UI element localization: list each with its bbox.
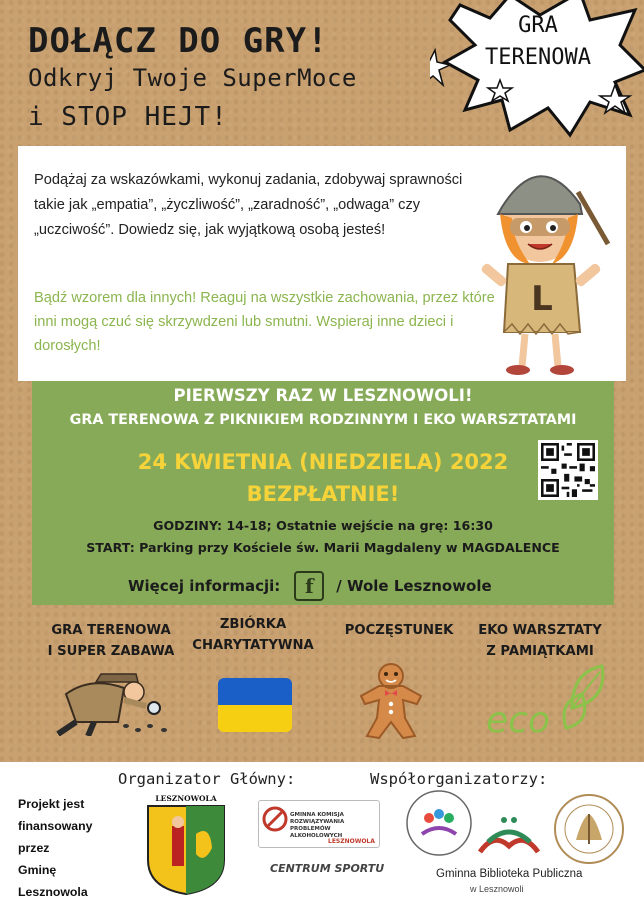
funding-line: Projekt jest	[18, 797, 85, 811]
activity-game-line2: I SUPER ZABAWA	[47, 644, 175, 659]
event-date: 24 KWIETNIA (NIEDZIELA) 2022	[137, 450, 509, 474]
crest-label: LESZNOWOLA	[155, 794, 217, 803]
activity-refreshments-line1: POCZĘSTUNEK	[344, 623, 454, 638]
activity-game-line1: GRA TERENOWA	[51, 623, 171, 638]
badge-line1: GRA	[518, 13, 558, 38]
event-headline2: GRA TERENOWA Z PIKNIKIEM RODZINNYM I EKO WARSZTATAMI	[69, 412, 577, 428]
title-line2: Odkryj Twoje SuperMoce	[28, 64, 357, 92]
event-price: BEZPŁATNIE!	[246, 482, 400, 506]
centrum-sportu-logo: CENTRUM SPORTU	[270, 862, 385, 875]
title-line1: DOŁĄCZ DO GRY!	[28, 21, 329, 61]
activity-game	[36, 620, 186, 662]
more-info-label: Więcej informacji:	[128, 577, 281, 595]
activity-eco	[464, 620, 616, 662]
eco-text: eco	[486, 700, 550, 738]
qr-code[interactable]	[538, 440, 598, 500]
event-hours: GODZINY: 14-18; Ostatnie wejście na grę: 16:30	[153, 518, 493, 533]
library-sub: w Lesznowoli	[470, 884, 524, 894]
gingerbread-icon	[355, 660, 427, 740]
funding-line: Gminę	[18, 863, 57, 877]
komisja-sub: LESZNOWOLA	[328, 838, 375, 845]
ukraine-flag-icon	[218, 678, 292, 732]
library-logo	[474, 812, 544, 864]
library-name: Gminna Biblioteka Publiczna	[436, 868, 583, 880]
badge-text	[468, 10, 608, 74]
cultural-center-logo	[552, 792, 626, 866]
activity-refreshments	[334, 620, 464, 641]
organizer-label: Organizator Główny:	[118, 770, 296, 788]
more-info	[128, 568, 492, 604]
facebook-icon[interactable]: f	[294, 571, 324, 601]
facebook-page-link[interactable]: / Wole Lesznowole	[336, 577, 492, 595]
funding-line: przez	[18, 841, 50, 855]
eco-leaf-icon	[484, 664, 614, 738]
activity-charity-line1: ZBIÓRKA	[219, 617, 287, 632]
intro-text: Podążaj za wskazówkami, wykonuj zadania, zdobywaj sprawności takie jak „empatia”, „życzliwość”, „zaradność”, „odwaga” czy „uczciwość”. Dowiedz się, jak wyjątkową osobą jesteś!	[34, 172, 463, 238]
kid-shirt-letter: L	[531, 279, 553, 319]
intro-green-text: Bądź wzorem dla innych! Reaguj na wszystkie zachowania, przez które inni mogą czuć się skrzywdzeni lub smutni. Wspieraj inne dzieci i dorosłych!	[34, 290, 495, 354]
funding-line: Lesznowola	[18, 885, 88, 899]
kid-character-illustration	[470, 152, 615, 377]
activity-charity	[182, 614, 324, 656]
funding-note	[18, 793, 118, 901]
header-title	[28, 21, 357, 132]
funding-line: finansowany	[18, 819, 93, 833]
activity-charity-line2: CHARYTATYWNA	[192, 638, 314, 653]
komisja-text: GMINNA KOMISJA ROZWIĄZYWANIA PROBLEMÓW ALKOHOLOWYCH	[290, 812, 345, 839]
title-line3: i STOP HEJT!	[28, 102, 228, 132]
badge-line2: TERENOWA	[485, 44, 591, 70]
event-start: START: Parking przy Kościele św. Marii Magdaleny w MAGDALENCE	[86, 540, 560, 555]
detective-illustration	[46, 664, 176, 736]
activity-eco-line2: Z PAMIĄTKAMI	[486, 644, 594, 659]
lesznowola-crest-logo	[146, 804, 226, 896]
no-alcohol-icon	[262, 806, 288, 832]
activity-eco-line1: EKO WARSZTATY	[478, 623, 602, 638]
ops-logo	[404, 788, 474, 858]
coorganizers-label: Współorganizatorzy:	[370, 770, 548, 788]
event-headline1: PIERWSZY RAZ W LESZNOWOLI!	[173, 386, 473, 405]
